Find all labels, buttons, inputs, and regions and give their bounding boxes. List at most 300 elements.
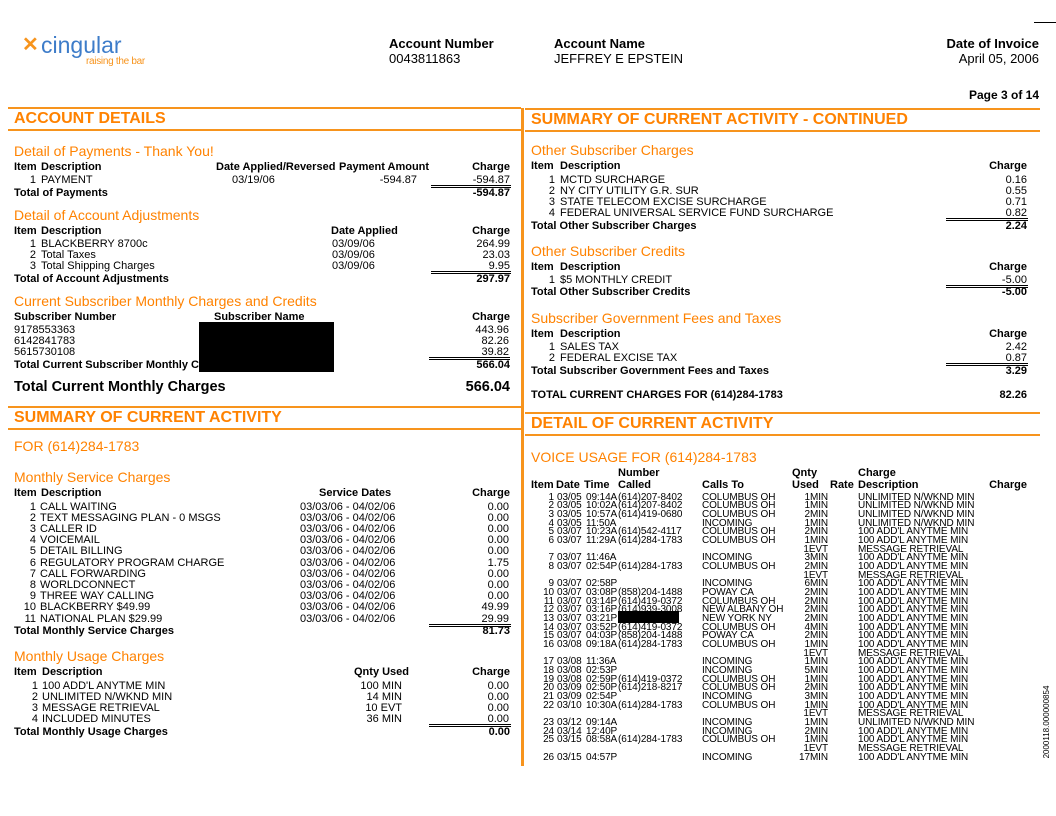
call-time: 03:16P [586, 604, 618, 616]
call-extra-qty: 1EVT [803, 708, 828, 720]
call-date: 03/08 [557, 673, 582, 685]
column-header-charge: Charge [472, 665, 510, 678]
row-desc: NY CITY UTILITY G.R. SUR [560, 184, 699, 197]
call-extra-desc: MESSAGE RETRIEVAL [858, 569, 964, 581]
call-charge-desc: 100 ADD'L ANYTME MIN [858, 586, 969, 598]
column-header-qty: Qnty [792, 466, 818, 479]
call-destination: NEW YORK NY [702, 612, 772, 624]
call-number: (614)419-0372 [618, 595, 683, 607]
call-qty: 2MIN [804, 586, 828, 598]
call-charge-desc: 100 ADD'L ANYTME MIN [858, 621, 969, 633]
orange-rule [8, 129, 521, 131]
total-label: Total Other Subscriber Credits [531, 285, 691, 298]
row-item: 8 [29, 578, 36, 591]
orange-rule [525, 434, 1040, 436]
section-title: DETAIL OF CURRENT ACTIVITY [531, 415, 774, 432]
column-header-item: Item [531, 260, 554, 273]
column-header-item: Item [531, 327, 554, 340]
call-date: 03/08 [557, 656, 582, 668]
row-charge: 2.42 [1005, 340, 1027, 353]
row-dates: 03/03/06 - 04/02/06 [300, 511, 396, 524]
row-date: 03/09/06 [332, 237, 375, 250]
column-header-qty: Qnty Used [354, 665, 410, 678]
call-destination: INCOMING [702, 517, 753, 529]
call-time: 04:03P [586, 630, 618, 642]
call-time: 02:54P [586, 690, 618, 702]
voice-usage-title: VOICE USAGE FOR (614)284-1783 [531, 449, 757, 465]
row-desc: CALLER ID [40, 522, 97, 535]
column-header-item: Item [14, 486, 37, 499]
row-item: 4 [31, 712, 38, 725]
call-item: 5 [548, 526, 554, 538]
row-charge: 0.00 [487, 522, 509, 535]
call-item: 19 [543, 673, 554, 685]
call-time: 08:58A [586, 734, 618, 746]
call-time: 12:40P [586, 725, 618, 737]
row-desc: BLACKBERRY 8700c [41, 237, 148, 250]
call-date: 03/07 [557, 534, 582, 546]
row-charge: 0.16 [1005, 173, 1027, 186]
call-time: 03:52P [586, 621, 618, 633]
call-destination: INCOMING [702, 578, 753, 590]
call-item: 11 [543, 595, 554, 607]
call-destination: COLUMBUS OH [702, 508, 776, 520]
column-header-item: Item [14, 160, 37, 173]
call-qty: 1MIN [804, 734, 828, 746]
call-charge-desc: 100 ADD'L ANYTME MIN [858, 734, 969, 746]
call-charge-desc: 100 ADD'L ANYTME MIN [858, 673, 969, 685]
call-date: 03/07 [557, 552, 582, 564]
call-item: 22 [543, 699, 554, 711]
call-qty: 1MIN [804, 500, 828, 512]
call-charge-desc: 100 ADD'L ANYTME MIN [858, 578, 969, 590]
total-current-charges-label: TOTAL CURRENT CHARGES FOR (614)284-1783 [531, 388, 783, 401]
call-time: 10:02A [586, 500, 618, 512]
row-item: 1 [31, 679, 38, 692]
total-value: 2.24 [1005, 219, 1027, 232]
row-item: 2 [548, 351, 555, 364]
call-destination: COLUMBUS OH [702, 621, 776, 633]
call-date: 03/12 [557, 716, 582, 728]
column-header-desc: Description [560, 159, 621, 172]
row-item: 1 [548, 173, 555, 186]
total-value: 566.04 [476, 358, 510, 371]
call-time: 10:57A [586, 508, 618, 520]
call-number: (614)284-1783 [618, 699, 683, 711]
row-date: 03/09/06 [332, 248, 375, 261]
call-number: (614)284-1783 [618, 638, 683, 650]
row-dates: 03/03/06 - 04/02/06 [300, 522, 396, 535]
column-header-desc: Description [41, 224, 102, 237]
call-charge-desc: UNLIMITED N/WKND MIN [858, 508, 975, 520]
row-desc: VOICEMAIL [40, 534, 100, 547]
call-date: 03/15 [557, 734, 582, 746]
call-destination: INCOMING [702, 552, 753, 564]
column-header-charge: Charge [472, 486, 510, 499]
row-desc: INCLUDED MINUTES [42, 712, 151, 725]
row-qty: 14 MIN [366, 690, 402, 703]
call-item: 14 [543, 621, 554, 633]
call-item: 7 [548, 552, 554, 564]
call-time: 03:21P [586, 612, 618, 624]
column-header-date: Date Applied [331, 224, 398, 237]
call-time: 03:14P [586, 595, 618, 607]
row-item: 1 [548, 340, 555, 353]
call-date: 03/10 [557, 699, 582, 711]
call-charge-desc: 100 ADD'L ANYTME MIN [858, 751, 969, 763]
row-item: 2 [31, 690, 38, 703]
account-name: JEFFREY E EPSTEIN [554, 51, 684, 66]
call-destination: INCOMING [702, 716, 753, 728]
call-time: 02:59P [586, 673, 618, 685]
call-destination: INCOMING [702, 656, 753, 668]
call-date: 03/07 [557, 630, 582, 642]
row-charge: 0.00 [487, 567, 509, 580]
column-header-item: Item [531, 478, 554, 491]
row-item: 1 [29, 173, 36, 186]
call-date: 03/05 [557, 491, 582, 503]
subscriber-for-label: FOR (614)284-1783 [14, 438, 140, 454]
call-extra-desc: MESSAGE RETRIEVAL [858, 543, 964, 555]
call-time: 10:23A [586, 526, 618, 538]
column-header-charge: Charge [989, 327, 1027, 340]
total-label: Total of Account Adjustments [14, 272, 169, 285]
call-charge-desc: UNLIMITED N/WKND MIN [858, 500, 975, 512]
row-charge: 0.55 [1005, 184, 1027, 197]
call-date: 03/07 [557, 586, 582, 598]
row-item: 4 [29, 534, 36, 547]
call-destination: COLUMBUS OH [702, 500, 776, 512]
subsection-title: Subscriber Government Fees and Taxes [531, 310, 782, 326]
call-number: (614)207-8402 [618, 491, 683, 503]
row-desc: Total Taxes [41, 248, 96, 261]
row-dates: 03/03/06 - 04/02/06 [300, 545, 396, 558]
call-item: 9 [548, 578, 554, 590]
row-desc: CALL WAITING [40, 500, 117, 513]
column-header-charge: Charge [989, 260, 1027, 273]
call-time: 02:50P [586, 682, 618, 694]
row-item: 1 [548, 273, 555, 286]
section-title: SUMMARY OF CURRENT ACTIVITY - CONTINUED [531, 111, 908, 128]
call-charge-desc: UNLIMITED N/WKND MIN [858, 517, 975, 529]
row-charge: 23.03 [482, 248, 510, 261]
total-value: 297.97 [476, 272, 510, 285]
logo-x-icon: ✕ [22, 34, 39, 56]
call-qty: 1MIN [804, 638, 828, 650]
call-number: (858)204-1488 [618, 630, 683, 642]
call-qty: 6MIN [804, 578, 828, 590]
call-item: 10 [543, 586, 554, 598]
row-desc: FEDERAL EXCISE TAX [560, 351, 678, 364]
row-desc: PAYMENT [41, 173, 93, 186]
row-charge: 49.99 [481, 601, 509, 614]
call-destination: COLUMBUS OH [702, 560, 776, 572]
call-charge-desc: 100 ADD'L ANYTME MIN [858, 725, 969, 737]
call-qty: 2MIN [804, 612, 828, 624]
row-desc: STATE TELECOM EXCISE SURCHARGE [560, 195, 767, 208]
row-charge: 29.99 [481, 612, 509, 625]
call-destination: POWAY CA [702, 630, 754, 642]
call-number: (614)218-8217 [618, 682, 683, 694]
call-date: 03/15 [557, 751, 582, 763]
column-header-charge-desc: Charge [858, 466, 896, 479]
row-charge: 39.82 [481, 345, 509, 358]
call-qty: 2MIN [804, 560, 828, 572]
call-item: 6 [548, 534, 554, 546]
total-value: -5.00 [1001, 285, 1027, 298]
row-charge: 0.00 [487, 701, 509, 714]
call-time: 02:53P [586, 664, 618, 676]
call-charge-desc: 100 ADD'L ANYTME MIN [858, 699, 969, 711]
column-header-desc: Description [41, 160, 102, 173]
row-charge: 0.00 [487, 578, 509, 591]
call-item: 17 [543, 656, 554, 668]
call-date: 03/07 [557, 526, 582, 538]
call-destination: INCOMING [702, 664, 753, 676]
row-item: 1 [29, 237, 36, 250]
subsection-title: Monthly Usage Charges [14, 648, 165, 664]
call-extra-qty: 1EVT [803, 647, 828, 659]
column-header-charge: Charge [989, 159, 1027, 172]
call-extra-qty: 1EVT [803, 543, 828, 555]
call-extra-desc: MESSAGE RETRIEVAL [858, 742, 964, 754]
row-amount: -594.87 [379, 173, 417, 186]
total-label: Total Subscriber Government Fees and Taxes [531, 364, 769, 377]
call-item: 25 [543, 734, 554, 746]
row-charge: 0.00 [487, 590, 509, 603]
total-label: Total Monthly Usage Charges [14, 725, 168, 738]
row-desc: TEXT MESSAGING PLAN - 0 MSGS [40, 511, 221, 524]
subsection-title: Detail of Account Adjustments [14, 207, 200, 223]
row-date: 03/19/06 [232, 173, 275, 186]
row-charge: 0.00 [487, 500, 509, 513]
call-qty: 2MIN [804, 682, 828, 694]
column-header-called: Called [618, 478, 652, 491]
cingular-logo [22, 34, 162, 74]
row-charge: 0.82 [1005, 206, 1027, 219]
corner-mark [1034, 22, 1056, 51]
call-qty: 5MIN [804, 664, 828, 676]
call-item: 13 [543, 612, 554, 624]
call-time: 02:54P [586, 560, 618, 572]
column-header-name: Subscriber Name [214, 310, 305, 323]
call-destination: COLUMBUS OH [702, 699, 776, 711]
call-date: 03/08 [557, 664, 582, 676]
call-destination: POWAY CA [702, 586, 754, 598]
call-extra-qty: 1EVT [803, 742, 828, 754]
call-charge-desc: 100 ADD'L ANYTME MIN [858, 630, 969, 642]
call-number: (614)284-1783 [618, 560, 683, 572]
call-date: 03/07 [557, 604, 582, 616]
orange-rule [525, 130, 1040, 132]
call-charge-desc: 100 ADD'L ANYTME MIN [858, 526, 969, 538]
row-desc: BLACKBERRY $49.99 [40, 601, 151, 614]
row-charge: -594.87 [472, 173, 510, 186]
call-date: 03/09 [557, 690, 582, 702]
call-date: 03/05 [557, 508, 582, 520]
call-number: (614)542-4117 [618, 526, 682, 538]
column-header-used: Used [792, 478, 819, 491]
subsection-title: Monthly Service Charges [14, 469, 171, 485]
call-destination: COLUMBUS OH [702, 491, 776, 503]
row-charge: 0.71 [1005, 195, 1027, 208]
call-charge-desc: 100 ADD'L ANYTME MIN [858, 560, 969, 572]
call-item: 8 [548, 560, 554, 572]
call-date: 03/07 [557, 578, 582, 590]
column-header-desc: Description [560, 260, 621, 273]
call-item: 16 [543, 638, 554, 650]
call-time: 09:14A [586, 491, 618, 503]
row-item: 3 [29, 522, 36, 535]
call-charge-desc: 100 ADD'L ANYTME MIN [858, 682, 969, 694]
call-destination: INCOMING [702, 690, 753, 702]
column-header-desc: Description [560, 327, 621, 340]
column-header-charge: Charge [472, 160, 510, 173]
call-qty: 1MIN [804, 699, 828, 711]
row-desc: $5 MONTHLY CREDIT [560, 273, 673, 286]
subsection-title: Detail of Payments - Thank You! [14, 143, 214, 159]
call-extra-qty: 1EVT [803, 569, 828, 581]
call-charge-desc: 100 ADD'L ANYTME MIN [858, 664, 969, 676]
grand-total-value: 566.04 [465, 378, 510, 395]
call-qty: 1MIN [804, 534, 828, 546]
section-title: ACCOUNT DETAILS [14, 110, 166, 127]
call-time: 11:36A [586, 656, 617, 668]
call-extra-desc: MESSAGE RETRIEVAL [858, 647, 964, 659]
call-destination: COLUMBUS OH [702, 734, 776, 746]
call-qty: 2MIN [804, 508, 828, 520]
row-item: 1 [29, 500, 36, 513]
column-header-item: Item [14, 665, 37, 678]
call-number: (858)204-1488 [618, 586, 683, 598]
row-item: 6 [29, 556, 36, 569]
call-time: 02:58P [586, 578, 618, 590]
row-desc: DETAIL BILLING [40, 545, 123, 558]
logo-wordmark: cingular [41, 32, 122, 58]
row-number: 9178553363 [14, 323, 76, 336]
column-header-date: Date [556, 478, 580, 491]
row-qty: 100 MIN [360, 679, 402, 692]
call-date: 03/14 [557, 725, 582, 737]
total-value: 81.73 [482, 624, 510, 637]
call-time: 11:50A [586, 517, 617, 529]
column-header-number: Subscriber Number [14, 310, 117, 323]
row-item: 11 [24, 612, 36, 625]
column-header-desc: Description [42, 665, 103, 678]
row-desc: THREE WAY CALLING [40, 590, 155, 603]
row-number: 6142841783 [14, 334, 76, 347]
total-label: Total Current Subscriber Monthly Charges and Credits [14, 358, 299, 371]
row-dates: 03/03/06 - 04/02/06 [300, 601, 396, 614]
column-header-charge: Charge [472, 224, 510, 237]
row-desc: Total Shipping Charges [41, 259, 155, 272]
call-date: 03/05 [557, 500, 582, 512]
call-charge-desc: 100 ADD'L ANYTME MIN [858, 604, 969, 616]
row-desc: 100 ADD'L ANYTME MIN [42, 679, 166, 692]
row-charge: 0.00 [487, 545, 509, 558]
orange-rule [8, 428, 521, 430]
call-time: 03:08P [586, 586, 618, 598]
total-label: Total Monthly Service Charges [14, 624, 174, 637]
row-dates: 03/03/06 - 04/02/06 [300, 612, 396, 625]
row-item: 4 [548, 206, 555, 219]
row-item: 3 [31, 701, 38, 714]
row-charge: 443.96 [475, 323, 509, 336]
call-number: (614)284-1783 [618, 734, 683, 746]
call-item: 18 [543, 664, 554, 676]
row-charge: 0.87 [1005, 351, 1027, 364]
row-dates: 03/03/06 - 04/02/06 [300, 556, 396, 569]
total-label: Total of Payments [14, 186, 108, 199]
row-dates: 03/03/06 - 04/02/06 [300, 534, 396, 547]
row-item: 2 [548, 184, 555, 197]
column-header-charge: Charge [989, 478, 1027, 491]
row-desc: MCTD SURCHARGE [560, 173, 666, 186]
call-item: 15 [543, 630, 554, 642]
call-date: 03/07 [557, 612, 582, 624]
row-qty: 36 MIN [366, 712, 402, 725]
row-desc: WORLDCONNECT [40, 578, 136, 591]
call-item: 23 [543, 716, 554, 728]
call-charge-desc: UNLIMITED N/WKND MIN [858, 716, 975, 728]
row-desc: MESSAGE RETRIEVAL [42, 701, 160, 714]
call-charge-desc: 100 ADD'L ANYTME MIN [858, 638, 969, 650]
call-charge-desc: 100 ADD'L ANYTME MIN [858, 595, 969, 607]
section-title: SUMMARY OF CURRENT ACTIVITY [14, 409, 282, 426]
row-qty: 10 EVT [365, 701, 402, 714]
call-destination: COLUMBUS OH [702, 638, 776, 650]
call-extra-desc: MESSAGE RETRIEVAL [858, 708, 964, 720]
column-header-calls_to: Calls To [702, 478, 744, 491]
subsection-title: Current Subscriber Monthly Charges and Credits [14, 293, 317, 309]
total-label: Total Other Subscriber Charges [531, 219, 697, 232]
column-header-item: Item [14, 224, 37, 237]
column-header-dates: Service Dates [319, 486, 392, 499]
call-item: 26 [543, 751, 554, 763]
row-desc: SALES TAX [560, 340, 619, 353]
column-header-amount: Payment Amount [339, 160, 430, 173]
call-destination: INCOMING [702, 725, 753, 737]
row-charge: 0.00 [487, 679, 509, 692]
call-date: 03/07 [557, 621, 582, 633]
row-dates: 03/03/06 - 04/02/06 [300, 500, 396, 513]
row-charge: 264.99 [476, 237, 510, 250]
subsection-title: Other Subscriber Charges [531, 142, 694, 158]
call-item: 1 [548, 491, 554, 503]
call-number: (614)207-8402 [618, 500, 683, 512]
call-qty: 1MIN [804, 491, 828, 503]
call-destination: NEW ALBANY OH [702, 604, 784, 616]
call-qty: 2MIN [804, 604, 828, 616]
call-qty: 2MIN [804, 630, 828, 642]
account-number: 0043811863 [389, 51, 461, 66]
row-charge: 9.95 [488, 259, 510, 272]
call-destination: COLUMBUS OH [702, 595, 776, 607]
call-destination: COLUMBUS OH [702, 682, 776, 694]
call-charge-desc: 100 ADD'L ANYTME MIN [858, 552, 969, 564]
row-item: 7 [29, 567, 36, 580]
call-qty: 1MIN [804, 656, 828, 668]
row-item: 9 [29, 590, 36, 603]
account-number-label: Account Number [389, 36, 494, 51]
column-header-date: Date Applied/Reversed [216, 160, 336, 173]
row-charge: 0.00 [487, 712, 509, 725]
call-destination: COLUMBUS OH [702, 534, 776, 546]
call-qty: 2MIN [804, 595, 828, 607]
call-charge-desc: UNLIMITED N/WKND MIN [858, 491, 975, 503]
column-header-number: Number [618, 466, 660, 479]
row-charge: 1.75 [487, 556, 509, 569]
